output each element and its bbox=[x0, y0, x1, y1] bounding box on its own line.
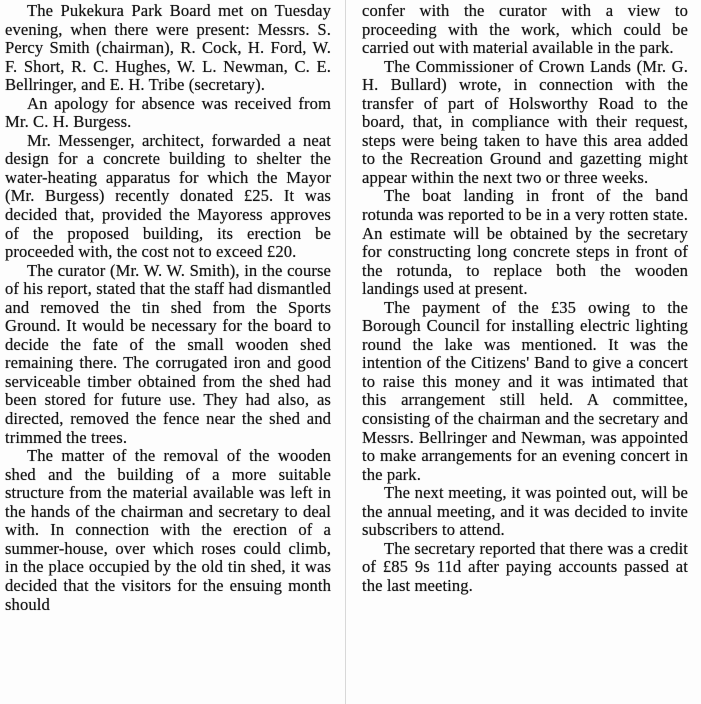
paragraph-crown-lands: The Commissioner of Crown Lands (Mr. G. H. Bullard) wrote, in connection with the transfer of part of Holsworthy Road to the board, that, in compliance with their request, steps were being taken to have this area added to the Recreation Ground and gazetting might appear within the next two or three weeks. bbox=[362, 56, 688, 187]
paragraph-architect-design: Mr. Messenger, architect, forwarded a neat design for a concrete building to shelter the water-heating apparatus for which the Mayor (Mr. Burgess) recently donated £25. It was decided that, provided the Mayoress approves of the proposed building, its erection be proceeded with, the cost not to exceed £20. bbox=[5, 130, 331, 262]
paragraph-continuation: confer with the curator with a view to proceeding with the work, which could be carried out with material available in the park. bbox=[362, 1, 688, 58]
paragraph-wooden-shed: The matter of the removal of the wooden shed and the building of a more suitable structure from the material available was left in the hands of the chairman and secretary to deal with. In connection with the erection of a summer-house, over which roses could climb, in the place occupied by the old tin shed, it was decided that the visitors for the ensuing month should bbox=[5, 446, 331, 614]
paragraph-curator-report: The curator (Mr. W. W. Smith), in the course of his report, stated that the staff had dismantled and removed the tin shed from the Sports Ground. It would be necessary for the board to decide the fate of the small wooden shed remaining there. The corrugated iron and good serviceable timber obtained from the shed had been stored for future use. They had also, as directed, removed the fence near the shed and trimmed the trees. bbox=[5, 260, 331, 447]
paragraph-meeting-attendance: The Pukekura Park Board met on Tuesday evening, when there were present: Messrs. S. Percy Smith (chairman), R. Cock, H. Ford, W. F. Short, R. C. Hughes, W. L. Newman, C. E. Bellringer, and E. H. Tribe (secretary). bbox=[5, 1, 331, 95]
column-divider bbox=[345, 0, 346, 704]
paragraph-credit-report: The secretary reported that there was a credit of £85 9s 11d after paying accounts passed at the last meeting. bbox=[362, 538, 688, 595]
paragraph-lighting-payment: The payment of the £35 owing to the Borough Council for installing electric lighting round the lake was mentioned. It was the intention of the Citizens' Band to give a concert to raise this money and it was intimated that this arrangement still held. A committee, consisting of the chairman and the secretary and Messrs. Bellringer and Newman, was appointed to make arrangements for an evening concert in the park. bbox=[362, 297, 688, 484]
right-column bbox=[362, 2, 688, 596]
paragraph-next-meeting: The next meeting, it was pointed out, will be the annual meeting, and it was decided to invite subscribers to attend. bbox=[362, 483, 688, 540]
paragraph-apology: An apology for absence was received from Mr. C. H. Burgess. bbox=[5, 93, 331, 132]
paragraph-boat-landing: The boat landing in front of the band rotunda was reported to be in a very rotten state. An estimate will be obtained by the secretary for constructing long concrete steps in front of the rotunda, to replace both the wooden landings used at present. bbox=[362, 186, 688, 299]
left-column bbox=[5, 2, 331, 614]
